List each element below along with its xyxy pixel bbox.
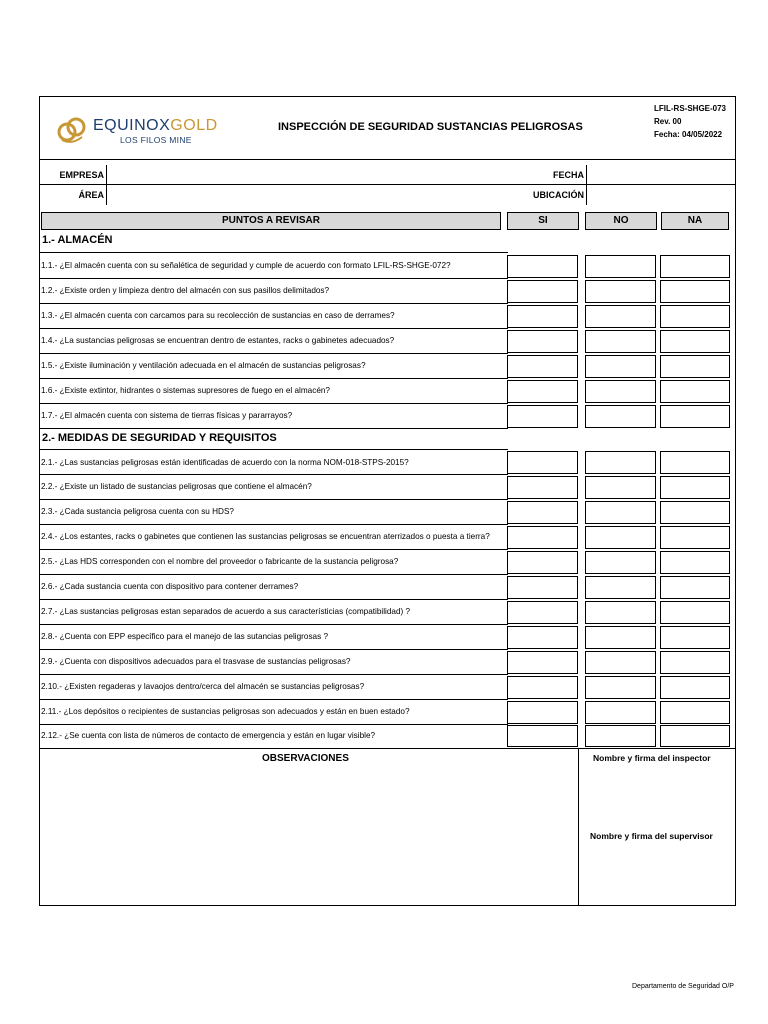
question-2-10: 2.10.- ¿Existen regaderas y lavaojos dentro/cerca del almacén se sustancias peligrosas? [41, 682, 365, 691]
question-2-5: 2.5.- ¿Las HDS corresponden con el nombre del proveedor o fabricante de la sustancia peligrosa? [41, 557, 399, 566]
section-title-almacen: 1.- ALMACÉN [42, 234, 113, 246]
checkbox-1-2-no[interactable] [585, 280, 656, 303]
fecha-field[interactable] [587, 165, 735, 185]
checkbox-2-10-no[interactable] [585, 676, 656, 699]
supervisor-signature-field[interactable] [580, 845, 732, 900]
inspector-signature-field[interactable] [580, 767, 732, 822]
checkbox-2-11-na[interactable] [660, 701, 730, 724]
checkbox-2-7-na[interactable] [660, 601, 730, 624]
row-divider [40, 252, 508, 253]
checkbox-2-2-si[interactable] [507, 476, 578, 499]
observaciones-field[interactable] [44, 767, 574, 902]
checkbox-2-11-si[interactable] [507, 701, 578, 724]
question-2-8: 2.8.- ¿Cuenta con EPP específico para el manejo de las sutancias peligrosas ? [41, 632, 329, 641]
question-2-9: 2.9.- ¿Cuenta con dispositivos adecuados para el trasvase de sustancias peligrosas? [41, 657, 351, 666]
checkbox-2-1-na[interactable] [660, 451, 730, 474]
checkbox-2-12-no[interactable] [585, 725, 656, 747]
column-divider [578, 748, 579, 905]
company-logo [56, 115, 236, 145]
checkbox-1-7-na[interactable] [660, 405, 730, 428]
checkbox-1-6-no[interactable] [585, 380, 656, 403]
question-1-2: 1.2.- ¿Existe orden y limpieza dentro del almacén con sus pasillos delimitados? [41, 286, 330, 295]
question-2-3: 2.3.- ¿Cada sustancia peligrosa cuenta con su HDS? [41, 507, 234, 516]
checkbox-1-2-na[interactable] [660, 280, 730, 303]
checkbox-1-6-si[interactable] [507, 380, 578, 403]
row-divider [40, 449, 508, 450]
checkbox-2-8-no[interactable] [585, 626, 656, 649]
checkbox-2-5-no[interactable] [585, 551, 656, 574]
question-2-1: 2.1.- ¿Las sustancias peligrosas están identificadas de acuerdo con la norma NOM-018-STPS-2015? [41, 457, 409, 467]
logo-subtitle: LOS FILOS MINE [120, 135, 192, 145]
checkbox-1-5-no[interactable] [585, 355, 656, 378]
section-divider [40, 748, 735, 749]
question-1-1: 1.1.- ¿El almacén cuenta con su señalética de seguridad y cumple de acuerdo con formato LFIL-RS-SHGE-072? [41, 261, 451, 270]
checkbox-1-3-na[interactable] [660, 305, 730, 328]
document-code-block [654, 102, 726, 141]
checkbox-2-1-si[interactable] [507, 451, 578, 474]
checkbox-2-12-si[interactable] [507, 725, 578, 747]
ubicacion-label: UBICACIÓN [507, 185, 587, 205]
question-2-7: 2.7.- ¿Las sustancias peligrosas estan separados de acuerdo a sus característicias (compatibilidad) ? [41, 607, 411, 616]
inspector-signature-label: Nombre y firma del inspector [593, 753, 711, 763]
checkbox-2-10-na[interactable] [660, 676, 730, 699]
checkbox-1-5-si[interactable] [507, 355, 578, 378]
checkbox-2-9-no[interactable] [585, 651, 656, 674]
logo-wordmark [93, 117, 218, 135]
document-date: Fecha: 04/05/2022 [654, 130, 723, 139]
empresa-field[interactable] [107, 165, 507, 185]
checkbox-2-9-na[interactable] [660, 651, 730, 674]
checkbox-2-8-si[interactable] [507, 626, 578, 649]
supervisor-signature-label: Nombre y firma del supervisor [590, 831, 713, 841]
info-row-area [40, 185, 735, 205]
info-row-empresa [40, 165, 735, 185]
area-label: ÁREA [40, 185, 107, 205]
checkbox-1-7-no[interactable] [585, 405, 656, 428]
logo-word-gold: GOLD [170, 117, 218, 134]
checkbox-1-4-si[interactable] [507, 330, 578, 353]
logo-word-equinox: EQUINOX [93, 117, 171, 134]
checkbox-1-4-no[interactable] [585, 330, 656, 353]
checkbox-1-1-si[interactable] [507, 255, 578, 278]
checkbox-1-1-na[interactable] [660, 255, 730, 278]
page-footer: Departamento de Seguridad O/P [632, 983, 734, 990]
checkbox-2-3-no[interactable] [585, 501, 656, 524]
checkbox-2-8-na[interactable] [660, 626, 730, 649]
checkbox-2-6-si[interactable] [507, 576, 578, 599]
column-header-no: NO [585, 212, 657, 230]
fecha-label: FECHA [507, 165, 587, 185]
document-title: INSPECCIÓN DE SEGURIDAD SUSTANCIAS PELIGROSAS [278, 121, 583, 133]
checkbox-1-7-si[interactable] [507, 405, 578, 428]
checkbox-2-5-na[interactable] [660, 551, 730, 574]
column-header-si: SI [507, 212, 579, 230]
question-1-4: 1.4.- ¿La sustancias peligrosas se encuentran dentro de estantes, racks o gabinetes adecuados? [41, 336, 395, 345]
ubicacion-field[interactable] [587, 185, 735, 205]
checkbox-2-6-na[interactable] [660, 576, 730, 599]
checkbox-2-3-na[interactable] [660, 501, 730, 524]
question-1-6: 1.6.- ¿Existe extintor, hidrantes o sistemas supresores de fuego en el almacén? [41, 386, 330, 395]
section-title-medidas: 2.- MEDIDAS DE SEGURIDAD Y REQUISITOS [42, 432, 277, 444]
checkbox-2-3-si[interactable] [507, 501, 578, 524]
checkbox-2-9-si[interactable] [507, 651, 578, 674]
column-header-puntos: PUNTOS A REVISAR [41, 212, 501, 230]
checkbox-2-6-no[interactable] [585, 576, 656, 599]
checkbox-2-2-na[interactable] [660, 476, 730, 499]
checkbox-2-12-na[interactable] [660, 725, 730, 747]
question-2-11: 2.11.- ¿Los depósitos o recipientes de sustancias peligrosas son adecuados y están en buen estado? [41, 707, 410, 716]
checkbox-2-1-no[interactable] [585, 451, 656, 474]
inspection-form [39, 96, 736, 906]
checkbox-2-4-na[interactable] [660, 526, 730, 549]
form-header [40, 97, 735, 160]
question-1-3: 1.3.- ¿El almacén cuenta con carcamos para su recolección de sustancias en caso de derrames? [41, 311, 395, 320]
checkbox-2-7-no[interactable] [585, 601, 656, 624]
observaciones-title: OBSERVACIONES [262, 753, 349, 764]
checkbox-2-10-si[interactable] [507, 676, 578, 699]
question-2-2: 2.2.- ¿Existe un listado de sustancias peligrosas que contiene el almacén? [41, 482, 312, 491]
question-1-7: 1.7.- ¿El almacén cuenta con sistema de tierras físicas y pararrayos? [41, 411, 293, 420]
logo-mark-icon [56, 115, 88, 145]
checkbox-1-6-na[interactable] [660, 380, 730, 403]
checkbox-2-11-no[interactable] [585, 701, 656, 724]
checkbox-2-4-no[interactable] [585, 526, 656, 549]
row-divider [40, 428, 508, 429]
area-field[interactable] [107, 185, 507, 205]
empresa-label: EMPRESA [40, 165, 107, 185]
checkbox-1-1-no[interactable] [585, 255, 656, 278]
checkbox-1-3-no[interactable] [585, 305, 656, 328]
document-revision: Rev. 00 [654, 117, 682, 126]
question-2-12: 2.12.- ¿Se cuenta con lista de números de contacto de emergencia y están en lugar visible? [41, 731, 376, 740]
checkbox-2-4-si[interactable] [507, 526, 578, 549]
checkbox-2-5-si[interactable] [507, 551, 578, 574]
question-2-6: 2.6.- ¿Cada sustancia cuenta con dispositivo para contener derrames? [41, 582, 299, 591]
checkbox-1-5-na[interactable] [660, 355, 730, 378]
question-1-5: 1.5.- ¿Existe iluminación y ventilación adecuada en el almacén de sustancias peligrosas? [41, 361, 366, 370]
checkbox-1-4-na[interactable] [660, 330, 730, 353]
column-header-na: NA [661, 212, 729, 230]
checkbox-1-2-si[interactable] [507, 280, 578, 303]
checkbox-2-2-no[interactable] [585, 476, 656, 499]
checkbox-1-3-si[interactable] [507, 305, 578, 328]
document-code: LFIL-RS-SHGE-073 [654, 104, 727, 113]
checkbox-2-7-si[interactable] [507, 601, 578, 624]
question-2-4: 2.4.- ¿Los estantes, racks o gabinetes que contienen las sustancias peligrosas se encuentran aterrizados o puesta a tierra? [41, 532, 490, 541]
